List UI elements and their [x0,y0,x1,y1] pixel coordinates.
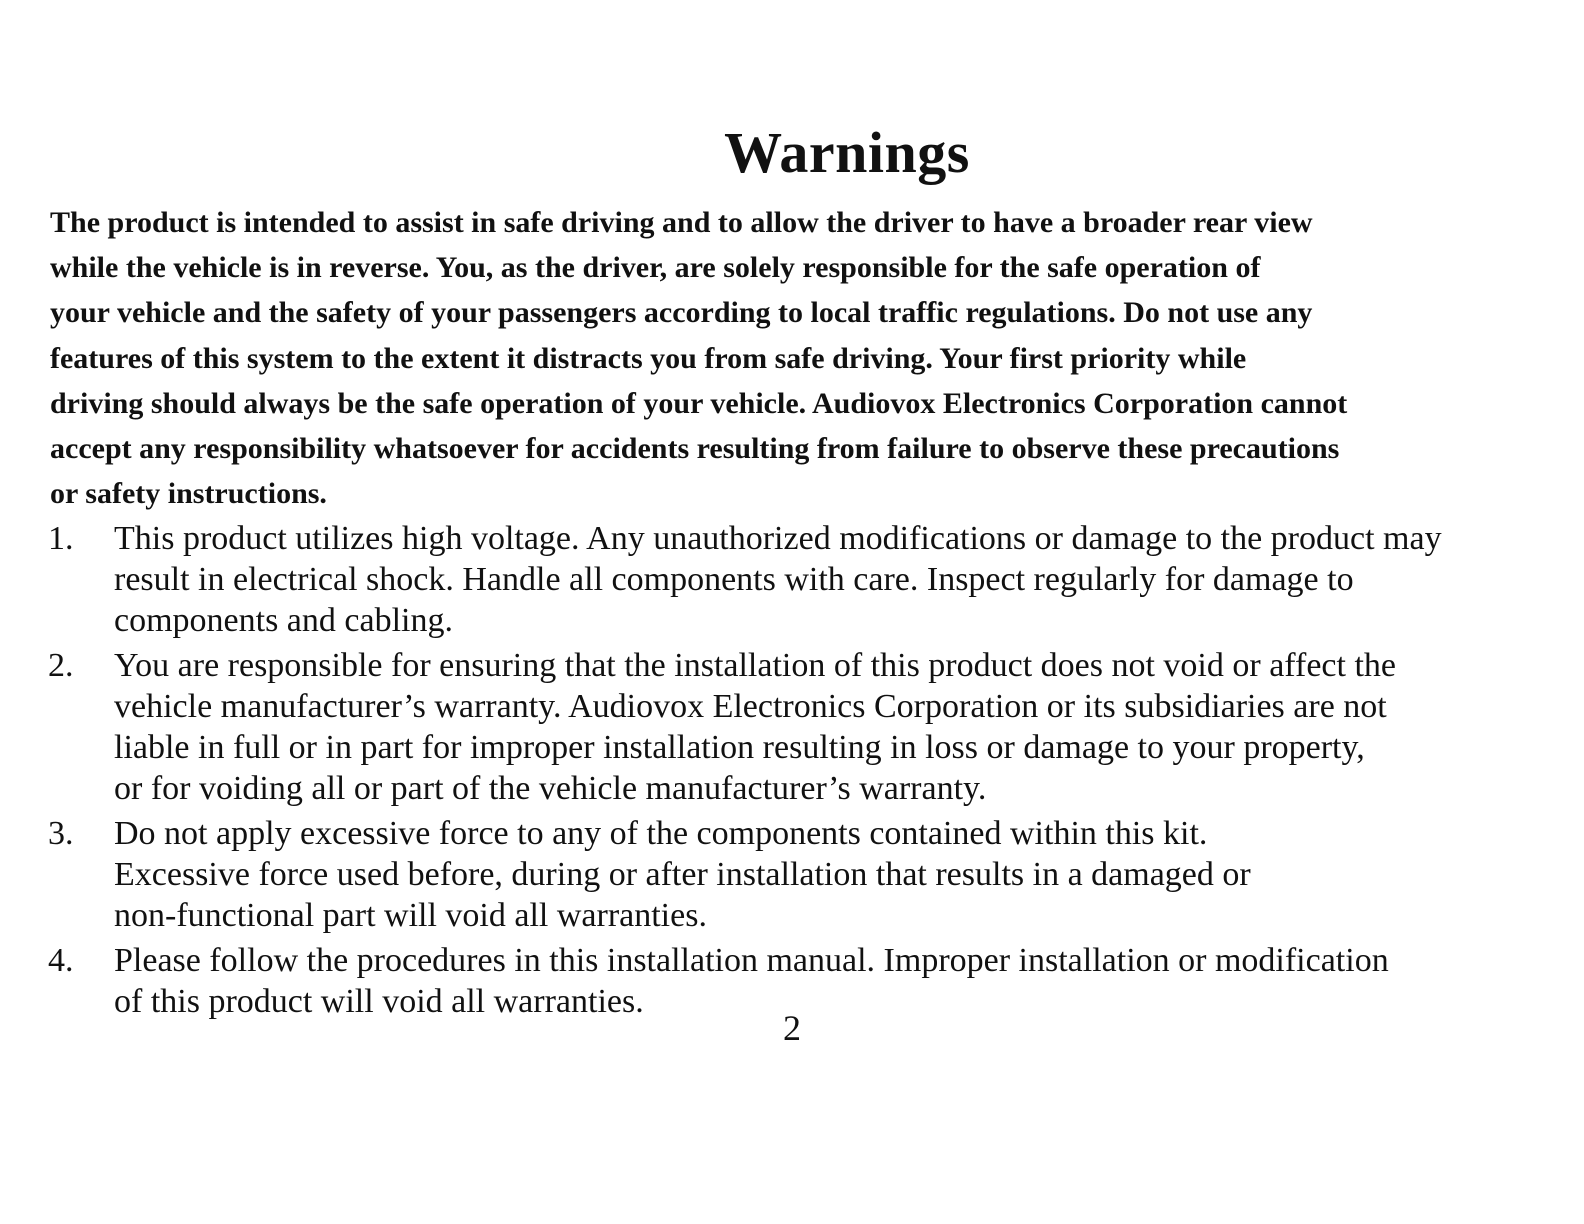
list-item-line: result in electrical shock. Handle all components with care. Inspect regularly for damage to [114,561,1354,598]
intro-line: features of this system to the extent it distracts you from safe driving. Your first priority while [50,341,1247,375]
list-item-line: Do not apply excessive force to any of the components contained within this kit. [114,815,1208,852]
intro-line: accept any responsibility whatsoever for accidents resulting from failure to observe these precautions [50,432,1340,466]
list-item-number: 4. [48,942,74,979]
warnings-list [48,518,1528,1026]
list-item [48,518,1528,641]
list-item-line: You are responsible for ensuring that the installation of this product does not void or affect the [114,647,1396,684]
list-item [48,645,1528,809]
page-title: Warnings [724,120,970,185]
list-item-line: or for voiding all or part of the vehicle manufacturer’s warranty. [114,770,987,807]
list-item-line: of this product will void all warranties. [114,983,644,1020]
list-item-line: This product utilizes high voltage. Any unauthorized modifications or damage to the product may [114,520,1442,557]
page-number: 2 [783,1008,801,1048]
list-item-line: vehicle manufacturer’s warranty. Audiovox Electronics Corporation or its subsidiaries are not [114,688,1387,725]
intro-line: or safety instructions. [50,477,327,511]
list-item-number: 2. [48,647,74,684]
list-item-number: 1. [48,520,74,557]
list-item-line: Excessive force used before, during or after installation that results in a damaged or [114,856,1251,893]
intro-line: while the vehicle is in reverse. You, as the driver, are solely responsible for the safe operation of [50,251,1261,285]
list-item-line: non-functional part will void all warranties. [114,897,707,934]
list-item-line: Please follow the procedures in this installation manual. Improper installation or modification [114,942,1389,979]
intro-paragraph [50,200,1550,516]
intro-line: your vehicle and the safety of your passengers according to local traffic regulations. Do not use any [50,296,1313,330]
intro-line: driving should always be the safe operation of your vehicle. Audiovox Electronics Corporation cannot [50,386,1348,420]
list-item-line: components and cabling. [114,602,453,639]
list-item [48,813,1528,936]
intro-line: The product is intended to assist in safe driving and to allow the driver to have a broader rear view [50,206,1313,239]
list-item-line: liable in full or in part for improper installation resulting in loss or damage to your property, [114,729,1365,766]
list-item-number: 3. [48,815,74,852]
